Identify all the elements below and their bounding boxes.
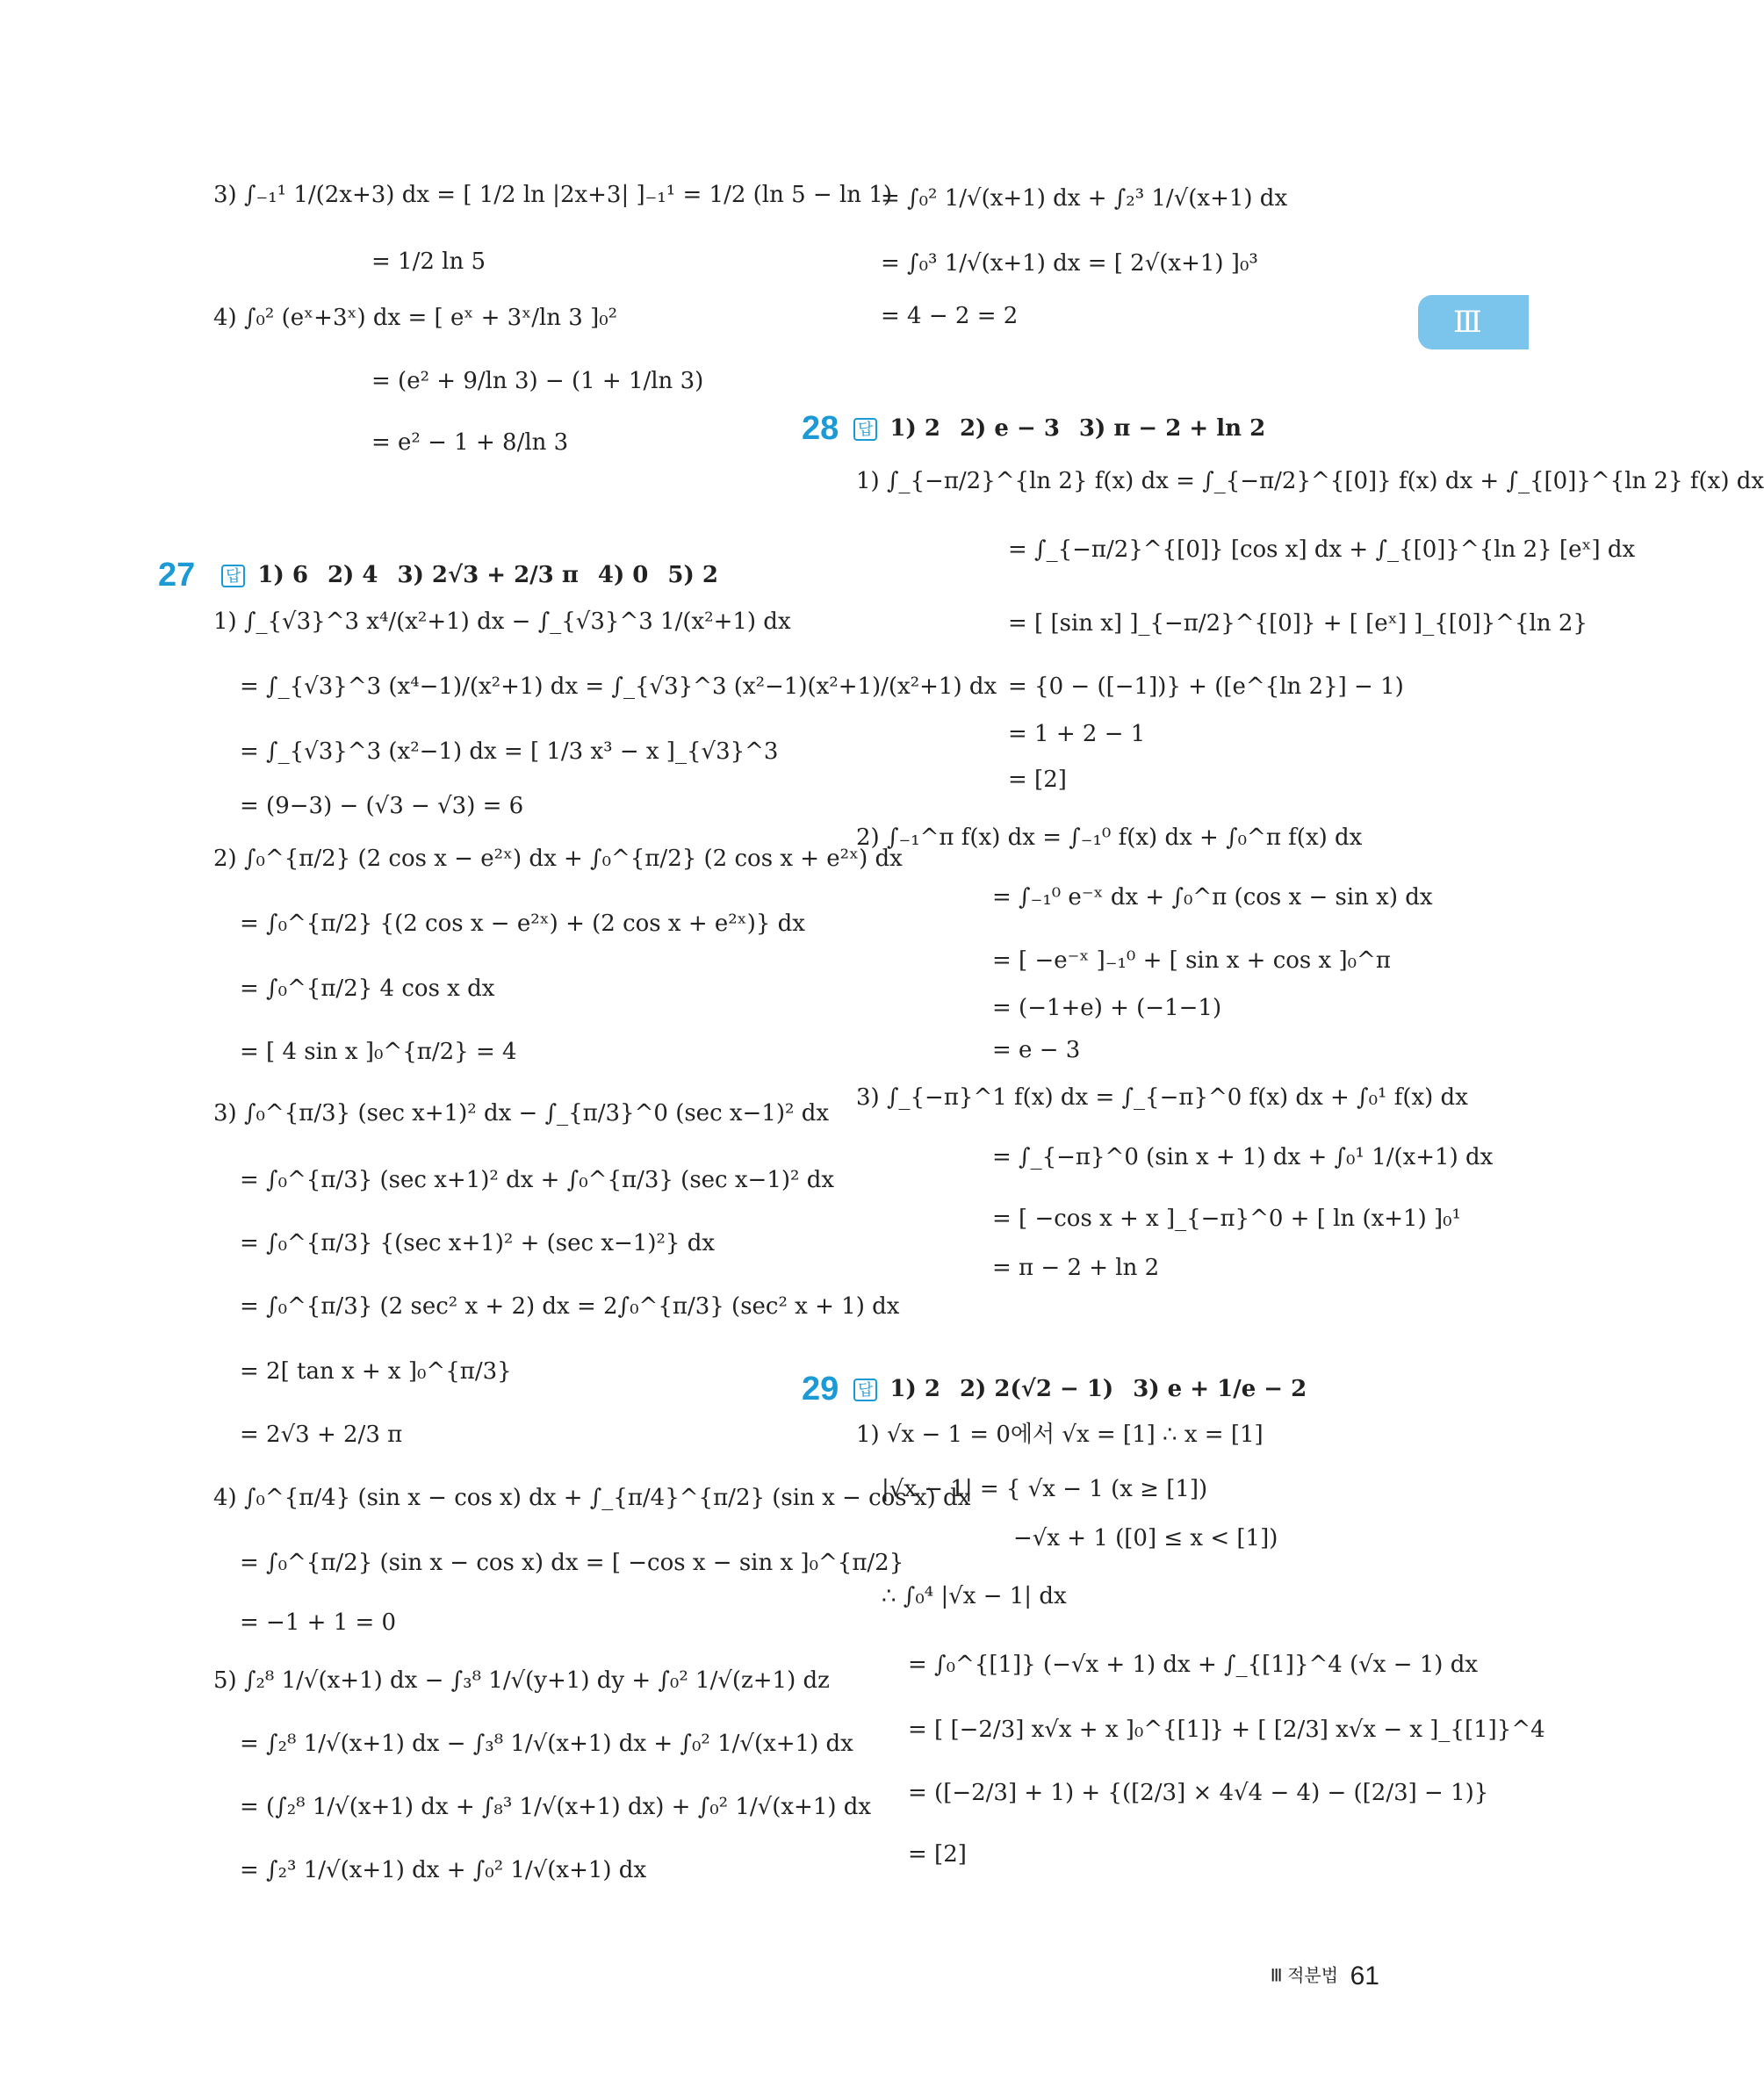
solution-line: = ∫₋₁⁰ e⁻ˣ dx + ∫₀^π (cos x − sin x) dx: [992, 884, 1433, 911]
solution-line: 3) ∫₀^{π/3} (sec x+1)² dx − ∫_{π/3}^0 (sec x−1)² dx: [213, 1100, 830, 1127]
solution-line: = 1 + 2 − 1: [1008, 721, 1146, 747]
solution-line: = ∫_{−π}^0 (sin x + 1) dx + ∫₀¹ 1/(x+1) dx: [992, 1144, 1494, 1170]
solution-line: = [2]: [908, 1841, 967, 1868]
answer-item: 2) e − 3: [959, 415, 1060, 442]
solution-line: = ∫_{√3}^3 (x²−1) dx = [ 1/3 x³ − x ]_{√3}^3: [240, 738, 779, 765]
answer-tag: 답: [853, 1379, 877, 1401]
page-number: 61: [1350, 1961, 1379, 1991]
solution-line: = ∫₀³ 1/√(x+1) dx = [ 2√(x+1) ]₀³: [881, 250, 1258, 277]
answer-tag: 답: [853, 418, 877, 441]
answer-item: 4) 0: [597, 562, 649, 588]
solution-line: = 2[ tan x + x ]₀^{π/3}: [240, 1358, 512, 1385]
solution-line: = ∫₂³ 1/√(x+1) dx + ∫₀² 1/√(x+1) dx: [240, 1857, 647, 1883]
answer-item: 2) 2(√2 − 1): [959, 1376, 1114, 1402]
solution-line: |√x − 1| = { √x − 1 (x ≥ [1]): [882, 1476, 1208, 1502]
solution-line: = ∫₀^{π/3} {(sec x+1)² + (sec x−1)²} dx: [240, 1230, 716, 1256]
page-footer: [1271, 1960, 1379, 1992]
solution-line: −√x + 1 ([0] ≤ x < [1]): [1013, 1525, 1278, 1551]
solution-line: = (9−3) − (√3 − √3) = 6: [240, 793, 524, 819]
answer-item: 2) 4: [327, 562, 378, 588]
solution-line: = ∫₀^{[1]} (−√x + 1) dx + ∫_{[1]}^4 (√x − 1) dx: [908, 1652, 1479, 1678]
question-number: 29: [802, 1371, 839, 1407]
answer-item: 3) 2√3 + 2/3 π: [397, 562, 579, 588]
solution-line: 3) ∫_{−π}^1 f(x) dx = ∫_{−π}^0 f(x) dx + ∫₀¹ f(x) dx: [856, 1084, 1468, 1111]
answer-item: 1) 2: [889, 1376, 940, 1402]
solution-line: = ∫₂⁸ 1/√(x+1) dx − ∫₃⁸ 1/√(x+1) dx + ∫₀² 1/√(x+1) dx: [240, 1731, 853, 1757]
section-label: Ⅲ 적분법: [1270, 1966, 1339, 1986]
solution-line: = (∫₂⁸ 1/√(x+1) dx + ∫₈³ 1/√(x+1) dx) + ∫₀² 1/√(x+1) dx: [240, 1794, 872, 1820]
solution-line: = [2]: [1008, 767, 1067, 793]
solution-line: = ∫₀^{π/2} 4 cos x dx: [240, 976, 495, 1002]
solution-line: 5) ∫₂⁸ 1/√(x+1) dx − ∫₃⁸ 1/√(y+1) dy + ∫₀² 1/√(z+1) dz: [213, 1667, 830, 1694]
solution-line: ∴ ∫₀⁴ |√x − 1| dx: [882, 1583, 1067, 1609]
solution-line: = e − 3: [992, 1037, 1081, 1063]
solution-line: = [ [−2/3] x√x + x ]₀^{[1]} + [ [2/3] x√x − x ]_{[1]}^4: [908, 1717, 1545, 1743]
solution-line: = 4 − 2 = 2: [881, 303, 1019, 329]
solution-line: = [ −e⁻ˣ ]₋₁⁰ + [ sin x + cos x ]₀^π: [992, 947, 1391, 974]
answer-item: 3) π − 2 + ln 2: [1078, 415, 1266, 442]
solution-line: = [ [sin x] ]_{−π/2}^{[0]} + [ [eˣ] ]_{[0]}^{ln 2}: [1008, 610, 1588, 637]
answer-item: 3) e + 1/e − 2: [1133, 1376, 1307, 1402]
solution-line: = 2√3 + 2/3 π: [240, 1422, 403, 1448]
solution-line: = ∫₀^{π/3} (2 sec² x + 2) dx = 2∫₀^{π/3} (sec² x + 1) dx: [240, 1293, 900, 1320]
solution-line: 1) √x − 1 = 0에서 √x = [1] ∴ x = [1]: [856, 1422, 1264, 1448]
solution-line: = {0 − ([−1])} + ([e^{ln 2}] − 1): [1008, 673, 1404, 700]
answer-item: 1) 2: [889, 415, 940, 442]
answer-summary: [853, 409, 1285, 448]
solution-line: 2) ∫₋₁^π f(x) dx = ∫₋₁⁰ f(x) dx + ∫₀^π f(x) dx: [856, 824, 1363, 851]
question-number: 28: [802, 410, 839, 447]
solution-line: = ∫_{−π/2}^{[0]} [cos x] dx + ∫_{[0]}^{ln 2} [eˣ] dx: [1008, 536, 1636, 563]
solution-line: = [ 4 sin x ]₀^{π/2} = 4: [240, 1039, 517, 1065]
answer-item: 5) 2: [667, 562, 718, 588]
answer-summary: [221, 556, 738, 594]
side-tab: Ⅲ: [1418, 295, 1529, 349]
solution-line: 2) ∫₀^{π/2} (2 cos x − e²ˣ) dx + ∫₀^{π/2} (2 cos x + e²ˣ) dx: [213, 846, 903, 872]
solution-line: = 1/2 ln 5: [371, 248, 486, 275]
solution-line: = ∫₀^{π/2} {(2 cos x − e²ˣ) + (2 cos x + e²ˣ)} dx: [240, 911, 805, 937]
solution-line: = ∫₀^{π/3} (sec x+1)² dx + ∫₀^{π/3} (sec x−1)² dx: [240, 1167, 835, 1193]
solution-line: = (−1+e) + (−1−1): [992, 995, 1222, 1021]
solution-line: = π − 2 + ln 2: [992, 1255, 1160, 1281]
answer-item: 1) 6: [257, 562, 308, 588]
solution-line: = ∫₀^{π/2} (sin x − cos x) dx = [ −cos x − sin x ]₀^{π/2}: [240, 1550, 904, 1576]
solution-line: = ∫_{√3}^3 (x⁴−1)/(x²+1) dx = ∫_{√3}^3 (x²−1)(x²+1)/(x²+1) dx: [240, 673, 997, 700]
solution-line: 4) ∫₀^{π/4} (sin x − cos x) dx + ∫_{π/4}^{π/2} (sin x − cos x) dx: [213, 1485, 971, 1511]
answer-tag: 답: [221, 565, 245, 587]
solution-line: = ∫₀² 1/√(x+1) dx + ∫₂³ 1/√(x+1) dx: [881, 185, 1288, 212]
solution-line: 1) ∫_{−π/2}^{ln 2} f(x) dx = ∫_{−π/2}^{[0]} f(x) dx + ∫_{[0]}^{ln 2} f(x) dx: [856, 468, 1764, 494]
solution-line: 3) ∫₋₁¹ 1/(2x+3) dx = [ 1/2 ln |2x+3| ]₋₁¹ = 1/2 (ln 5 − ln 1): [213, 182, 892, 208]
answer-summary: [853, 1370, 1326, 1408]
question-number: 27: [158, 557, 196, 594]
solution-line: 4) ∫₀² (eˣ+3ˣ) dx = [ eˣ + 3ˣ/ln 3 ]₀²: [213, 305, 618, 331]
solution-line: 1) ∫_{√3}^3 x⁴/(x²+1) dx − ∫_{√3}^3 1/(x²+1) dx: [213, 608, 791, 635]
solution-line: = −1 + 1 = 0: [240, 1609, 397, 1636]
solution-line: = (e² + 9/ln 3) − (1 + 1/ln 3): [371, 368, 704, 394]
solution-line: = [ −cos x + x ]_{−π}^0 + [ ln (x+1) ]₀¹: [992, 1206, 1461, 1232]
solution-line: = e² − 1 + 8/ln 3: [371, 429, 569, 456]
solution-line: = ([−2/3] + 1) + {([2/3] × 4√4 − 4) − ([2/3] − 1)}: [908, 1780, 1489, 1806]
